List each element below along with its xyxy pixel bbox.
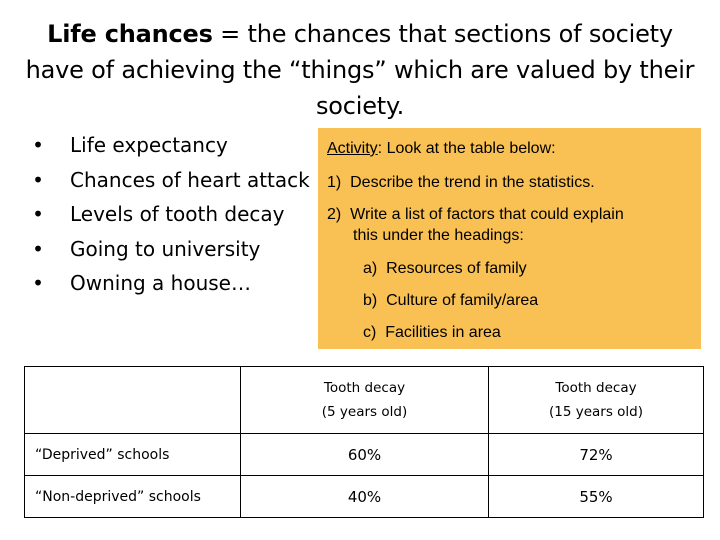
- subitem-text: Culture of family/area: [386, 292, 539, 309]
- table-header-empty: [25, 367, 241, 434]
- activity-item: [327, 174, 595, 192]
- activity-subitem: [363, 260, 527, 278]
- bullet-dot: •: [32, 271, 44, 295]
- header-line: (15 years old): [548, 404, 644, 420]
- bullet-dot: •: [32, 202, 44, 226]
- item-marker: 1): [327, 174, 342, 191]
- table-row: [25, 434, 704, 476]
- header-line: (5 years old): [321, 404, 408, 420]
- bullet-text: Going to university: [70, 236, 261, 261]
- activity-instruction: : Look at the table below:: [377, 140, 556, 157]
- table-header-row: [25, 367, 704, 434]
- bullet-list: [30, 128, 310, 301]
- bullet-text: Chances of heart attack: [70, 167, 310, 192]
- bullet-item: [30, 232, 310, 267]
- cell-age15: 55%: [489, 476, 704, 518]
- table-header-age5: [241, 367, 489, 434]
- subitem-marker: a): [363, 260, 378, 277]
- title-definition: = the chances that sections of society have of achieving the “things” which are valued by their society.: [25, 20, 695, 120]
- tooth-decay-table: [24, 366, 704, 518]
- bullet-text: Life expectancy: [70, 133, 228, 157]
- activity-heading: [327, 140, 556, 158]
- activity-box: [318, 128, 701, 349]
- bullet-text: Owning a house…: [70, 271, 251, 295]
- cell-age5: 40%: [241, 476, 489, 518]
- activity-label: Activity: [327, 140, 378, 157]
- header-line: Tooth decay: [323, 380, 406, 396]
- subitem-text: Resources of family: [386, 260, 527, 277]
- header-line: Tooth decay: [555, 380, 637, 396]
- bullet-text: Levels of tooth decay: [70, 202, 285, 226]
- item-text: Describe the trend in the statistics.: [350, 174, 595, 191]
- activity-subitem: [363, 292, 538, 310]
- row-label: “Deprived” schools: [25, 434, 241, 476]
- cell-age5: 60%: [241, 434, 489, 476]
- title-bold-term: Life chances: [47, 20, 213, 48]
- bullet-dot: •: [32, 236, 44, 261]
- row-label: “Non-deprived” schools: [25, 476, 241, 518]
- bullet-item: [30, 266, 310, 301]
- table-header-age15: [489, 367, 704, 434]
- bullet-item: [30, 197, 310, 232]
- table-row: [25, 476, 704, 518]
- activity-item-continuation: this under the headings:: [353, 227, 524, 244]
- subitem-marker: c): [363, 324, 377, 341]
- activity-item: [327, 206, 624, 224]
- bullet-dot: •: [32, 133, 44, 157]
- item-marker: 2): [327, 206, 342, 223]
- subitem-text: Facilities in area: [385, 324, 501, 341]
- slide-title: [20, 16, 700, 124]
- bullet-item: [30, 128, 310, 163]
- bullet-item: [30, 163, 310, 198]
- activity-subitem: [363, 324, 501, 342]
- bullet-dot: •: [32, 167, 44, 192]
- item-text: Write a list of factors that could explain: [350, 206, 624, 223]
- subitem-marker: b): [363, 292, 378, 309]
- cell-age15: 72%: [489, 434, 704, 476]
